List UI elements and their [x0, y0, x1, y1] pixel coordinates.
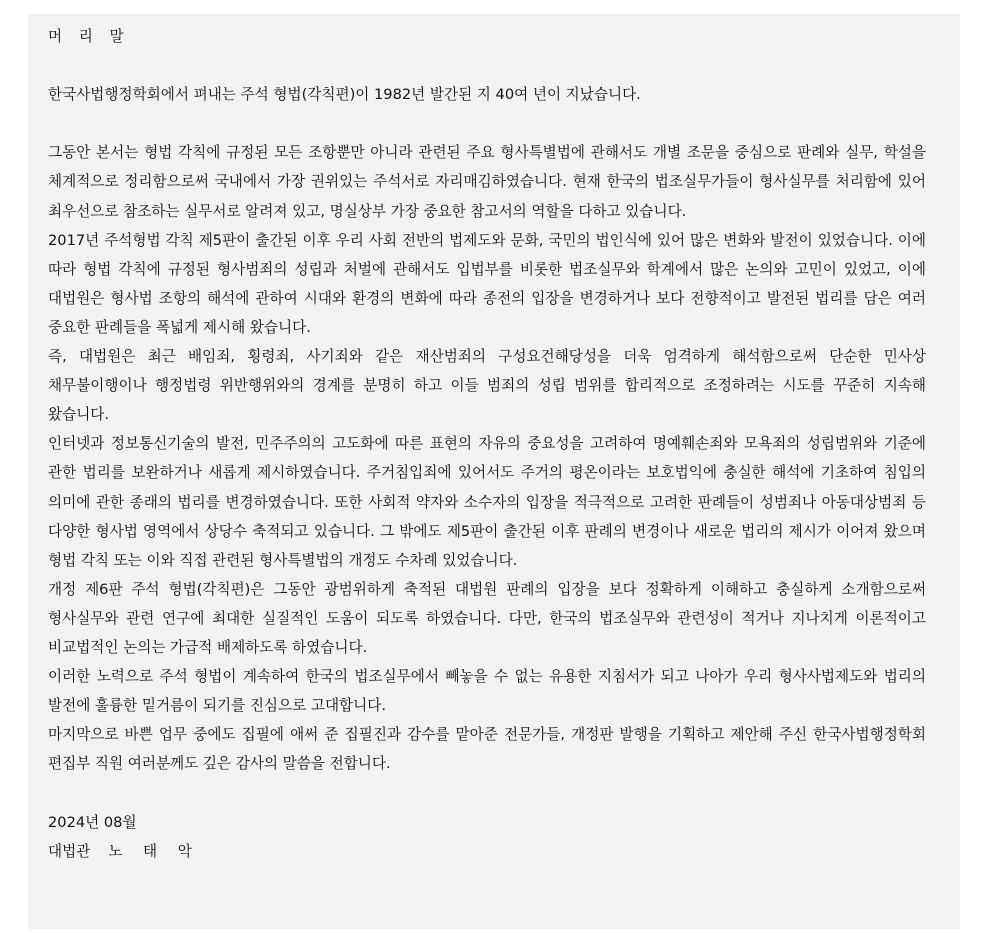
preface-paragraph-7: 이러한 노력으로 주석 형법이 계속하여 한국의 법조실무에서 빼놓을 수 없는 유용한 지침서가 되고 나아가 우리 형사사법제도와 법리의 발전에 훌륭한 밑거름이 되기를 진심으로 고대합니다.: [48, 668, 926, 715]
preface-paragraph-2: 그동안 본서는 형법 각칙에 규정된 모든 조항뿐만 아니라 관련된 주요 형사특별법에 관해서도 개별 조문을 중심으로 판례와 실무, 학설을 체계적으로 정리함으로써 국내에서 가장 권위있는 주석서로 자리매김하였습니다. 현재 한국의 법조실무가들이 형사실무를 처리함에 있어 최우선으로 참조하는 실무서로 알려져 있고, 명실상부 가장 중요한 참고서의 역할을 다하고 있습니다.: [48, 144, 926, 220]
spacer: [48, 778, 926, 807]
spacer: [48, 51, 926, 80]
spacer: [48, 109, 926, 138]
signature-role: 대법관: [48, 842, 91, 860]
preface-paragraph-1: 한국사법행정학회에서 펴내는 주석 형법(각칙편)이 1982년 발간된 지 40여 년이 지났습니다.: [48, 86, 641, 104]
document-panel: [28, 14, 960, 929]
preface-paragraph-4: 즉, 대법원은 최근 배임죄, 횡령죄, 사기죄와 같은 재산범죄의 구성요건해당성을 더욱 엄격하게 해석함으로써 단순한 민사상 채무불이행이나 행정법령 위반행위와의 경계를 분명히 하고 이들 범죄의 성립 범위를 합리적으로 조정하려는 시도를 꾸준히 지속해 왔습니다.: [48, 348, 926, 424]
preface-title: 머 리 말: [48, 28, 130, 45]
preface-date: 2024년 08월: [48, 813, 137, 831]
signature-line: [48, 837, 926, 866]
preface-paragraph-5: 인터넷과 정보통신기술의 발전, 민주주의의 고도화에 따른 표현의 자유의 중요성을 고려하여 명예훼손죄와 모욕죄의 성립범위와 기준에 관한 법리를 보완하거나 새롭게 제시하였습니다. 주거침입죄에 있어서도 주거의 평온이라는 보호법익에 충실한 해석에 기초하여 침입의 의미에 관한 종래의 법리를 변경하였습니다. 또한 사회적 약자와 소수자의 입장을 적극적으로 고려한 판례들이 성범죄나 아동대상범죄 등 다양한 형사법 영역에서 상당수 축적되고 있습니다. 그 밖에도 제5판이 출간된 이후 판례의 변경이나 새로운 법리의 제시가 이어져 왔으며 형법 각칙 또는 이와 직접 관련된 형사특별법의 개정도 수차례 있었습니다.: [48, 435, 926, 569]
preface-paragraph-3: 2017년 주석형법 각칙 제5판이 출간된 이후 우리 사회 전반의 법제도와 문화, 국민의 법인식에 있어 많은 변화와 발전이 있었습니다. 이에 따라 형법 각칙에 규정된 형사범죄의 성립과 처벌에 관해서도 입법부를 비롯한 법조실무와 학계에서 많은 논의와 고민이 있었고, 이에 대법원은 형사법 조항의 해석에 관하여 시대와 환경의 변화에 따라 종전의 입장을 변경하거나 보다 전향적이고 발전된 법리를 담은 여러 중요한 판례들을 폭넓게 제시해 왔습니다.: [48, 231, 926, 336]
preface-body: [48, 22, 926, 866]
preface-paragraph-8: 마지막으로 바쁜 업무 중에도 집필에 애써 준 집필진과 감수를 맡아준 전문가들, 개정판 발행을 기획하고 제안해 주신 한국사법행정학회 편집부 직원 여러분께도 깊은 감사의 말씀을 전합니다.: [48, 726, 926, 773]
signature-name: 노 태 악: [108, 842, 200, 860]
preface-paragraph-6: 개정 제6판 주석 형법(각칙편)은 그동안 광범위하게 축적된 대법원 판례의 입장을 보다 정확하게 이해하고 충실하게 소개함으로써 형사실무와 관련 연구에 최대한 실질적인 도움이 되도록 하였습니다. 다만, 한국의 법조실무와 관련성이 적거나 지나치게 이론적이고 비교법적인 논의는 가급적 배제하도록 하였습니다.: [48, 580, 926, 656]
